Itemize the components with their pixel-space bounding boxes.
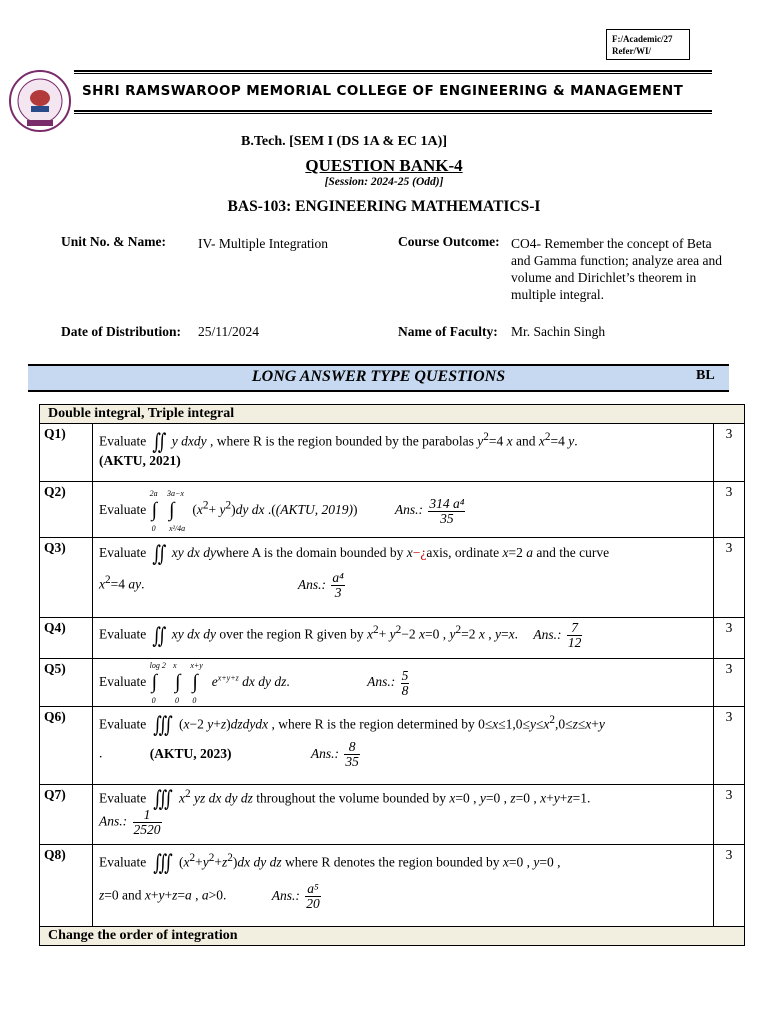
long-answer-banner — [28, 364, 729, 392]
question-body: Evaluate ∭ $x^2$ yz dx dy dz throughout the volume bounded by x=0 , y=0 , z=0 , x+y+z=1. Ans.: $\frac{1}{2520}$ — [93, 785, 714, 845]
question-text: where R is the region bounded by the parabolas — [216, 433, 474, 449]
answer-label: Ans.: — [367, 674, 396, 690]
bloom-level: 3 — [714, 538, 745, 618]
program-title: B.Tech. [SEM I (DS 1A & EC 1A)] — [241, 134, 447, 149]
section-title: Double integral, Triple integral — [40, 405, 745, 424]
answer-numerator: a⁴ — [332, 570, 344, 585]
answer-numerator: 8 — [344, 740, 360, 755]
reference-box — [606, 29, 690, 60]
bloom-level: 3 — [714, 707, 745, 785]
answer-denominator: 3 — [334, 585, 342, 600]
evaluate-label: Evaluate — [99, 674, 147, 690]
question-table — [39, 404, 745, 946]
table-row — [40, 618, 745, 659]
question-text: throughout the volume bounded by — [256, 790, 446, 806]
answer-numerator: a⁵ — [305, 882, 321, 897]
answer-numerator: 314 a⁴ — [429, 495, 465, 511]
question-reference: (AKTU, 2023) — [149, 746, 232, 761]
question-number: Q6) — [40, 707, 93, 785]
college-name: SHRI RAMSWAROOP MEMORIAL COLLEGE OF ENGINEERING & MANAGEMENT — [82, 83, 684, 99]
question-body: Evaluate ∬ xy dx dy over the region R given by $x^2+ y^2-2$ x=0 , $y^2=2$ x , y=x. Ans.: $\frac{7}{12}$ — [93, 618, 714, 659]
evaluate-label: Evaluate — [99, 716, 147, 732]
question-body: Evaluate ∭ $(x^2+y^2+z^2)dx$ dy dz where R denotes the region bounded by x=0 , y=0 , z=0 and x+y+z=a , a>0. Ans.: $\frac{\text{a⁵}}{20}$ — [93, 845, 714, 927]
bloom-level: 3 — [714, 618, 745, 659]
reference-line-1: F:/Academic/27 — [612, 34, 673, 44]
question-body: Evaluate ∭ (x−2 y+z)dzdydx , where R is the region determined by $0\le x\le 1,0\le y\le x^2,0\le z\le x+y$ . (AKTU, 2023) Ans.: $\frac{8}{35}$ — [93, 707, 714, 785]
question-number: Q4) — [40, 618, 93, 659]
question-body: Evaluate ∬ xy dx dywhere A is the domain bounded by x−¿axis, ordinate x=2 a and the curve $x^2=4$ ay. Ans.: $\frac{\text{a⁴}}{3}$ — [93, 538, 714, 618]
session-label: [Session: 2024-25 (Odd)] — [324, 176, 444, 188]
answer-numerator: 1 — [133, 808, 162, 823]
bloom-level: 3 — [714, 659, 745, 707]
table-row — [40, 707, 745, 785]
header-rule-bottom — [74, 110, 712, 112]
reference-line-2: Refer/WI/ — [612, 46, 651, 56]
outcome-label: Course Outcome: — [398, 234, 500, 249]
answer-label: Ans.: — [271, 888, 300, 903]
evaluate-label: Evaluate — [99, 854, 147, 870]
answer-label: Ans.: — [297, 576, 326, 592]
question-reference: (AKTU, 2019) — [275, 502, 353, 518]
table-row — [40, 538, 745, 618]
answer-label: Ans.: — [533, 626, 562, 642]
course-title: BAS-103: ENGINEERING MATHEMATICS-I — [227, 198, 541, 215]
header-rule-top — [74, 70, 712, 72]
answer-denominator: 35 — [345, 754, 359, 770]
faculty-value: Mr. Sachin Singh — [511, 324, 606, 339]
bloom-level: 3 — [714, 785, 745, 845]
question-number: Q1) — [40, 424, 93, 482]
table-row — [40, 845, 745, 927]
question-number: Q8) — [40, 845, 93, 927]
bloom-level: 3 — [714, 845, 745, 927]
header-rule-bottom-thin — [74, 113, 712, 114]
table-row — [40, 424, 745, 482]
unit-value: IV- Multiple Integration — [198, 236, 328, 251]
question-number: Q7) — [40, 785, 93, 845]
header-rule-top-thin — [74, 73, 712, 74]
date-value: 25/11/2024 — [198, 324, 260, 339]
section-row — [40, 927, 745, 946]
answer-denominator: 2520 — [133, 822, 161, 838]
answer-label: Ans.: — [99, 814, 128, 829]
bloom-level: 3 — [714, 424, 745, 482]
question-number: Q5) — [40, 659, 93, 707]
question-text: where R denotes the region bounded by — [285, 854, 500, 870]
answer-denominator: 12 — [567, 635, 582, 650]
question-body: Evaluate ∬ y dxdy , where R is the region bounded by the parabolas $y^2=4$ x and $x^2=4$ y. (AKTU, 2021) — [93, 424, 714, 482]
table-row — [40, 659, 745, 707]
faculty-label: Name of Faculty: — [398, 324, 498, 339]
answer-label: Ans.: — [310, 746, 339, 761]
evaluate-label: Evaluate — [99, 626, 147, 642]
evaluate-label: Evaluate — [99, 545, 147, 561]
evaluate-label: Evaluate — [99, 433, 147, 449]
bloom-level: 3 — [714, 482, 745, 538]
table-row — [40, 482, 745, 538]
question-reference: (AKTU, 2021) — [99, 453, 181, 469]
section-row — [40, 405, 745, 424]
section-title: Change the order of integration — [40, 927, 745, 946]
question-body: Evaluate 2a ∫ 0 3a−x ∫ x²/4a $(x^2+ y^2)dy$ dx .((AKTU, 2019)) Ans.: $\frac{\text{314 a⁴}}{35}$ — [93, 482, 714, 538]
answer-denominator: 20 — [306, 896, 320, 912]
question-text: , where R is the region determined by — [271, 716, 475, 732]
question-bank-title: QUESTION BANK-4 — [305, 156, 463, 175]
long-answer-title: LONG ANSWER TYPE QUESTIONS — [251, 368, 506, 385]
answer-label: Ans.: — [394, 502, 423, 518]
evaluate-label: Evaluate — [99, 502, 147, 518]
answer-numerator: 7 — [567, 621, 583, 636]
outcome-value: CO4- Remember the concept of Beta and Gamma function; analyze area and volume and Dirichlet’s theorem in multiple integral. — [511, 236, 723, 302]
question-number: Q2) — [40, 482, 93, 538]
college-seal-logo — [9, 68, 71, 134]
question-text: over the region R given by — [219, 626, 364, 642]
table-row — [40, 785, 745, 845]
question-number: Q3) — [40, 538, 93, 618]
date-label: Date of Distribution: — [61, 324, 181, 339]
answer-denominator: 35 — [440, 510, 454, 526]
question-text: where A is the domain bounded by — [215, 545, 404, 561]
bl-header: BL — [696, 368, 715, 383]
unit-label: Unit No. & Name: — [61, 234, 166, 249]
answer-numerator: 5 — [401, 667, 409, 683]
question-body: Evaluate log 2 ∫ 0 x ∫ 0 x+y ∫ 0 $e^{x+y+z}$ dx dy dz. Ans.: $\frac{5}{8}$ — [93, 659, 714, 707]
evaluate-label: Evaluate — [99, 790, 147, 806]
answer-denominator: 8 — [401, 682, 409, 698]
